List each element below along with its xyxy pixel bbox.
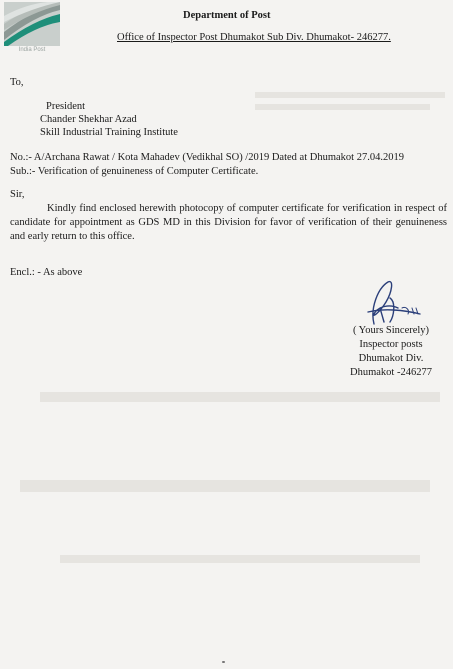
closing-yours-sincerely: ( Yours Sincerely) — [352, 325, 430, 336]
salutation-to: To, — [10, 77, 24, 88]
addressee-institute: Skill Industrial Training Institute — [40, 127, 178, 138]
letter-body: Kindly find enclosed herewith photocopy of computer certificate for verification in respect of candidate for appointment as GDS MD in this Division for favor of verification of their genuineness and early return to this office. — [10, 203, 447, 242]
department-heading: Department of Post — [183, 10, 271, 21]
closing-pincode: Dhumakot -246277 — [350, 367, 432, 378]
show-through-line — [20, 480, 430, 492]
show-through-line — [40, 392, 440, 402]
subject-line: Sub.:- Verification of genuineness of Computer Certificate. — [10, 166, 259, 177]
greeting: Sir, — [10, 189, 25, 200]
closing-designation: Inspector posts — [359, 339, 423, 350]
reference-number: No.:- A/Archana Rawat / Kota Mahadev (Vedikhal SO) /2019 Dated at Dhumakot 27.04.2019 — [10, 152, 404, 163]
office-heading: Office of Inspector Post Dhumakot Sub Div. Dhumakot- 246277. — [117, 32, 391, 43]
india-post-logo — [4, 2, 60, 46]
show-through-line — [60, 555, 420, 563]
scan-speck — [222, 661, 225, 663]
addressee-title: President — [46, 101, 86, 112]
signature — [344, 278, 424, 328]
closing-block — [341, 324, 441, 380]
logo-caption: India Post — [18, 47, 46, 53]
addressee-name: Chander Shekhar Azad — [40, 114, 137, 125]
show-through-line — [255, 92, 445, 98]
show-through-line — [255, 104, 430, 110]
closing-division: Dhumakot Div. — [358, 353, 424, 364]
enclosure-line: Encl.: - As above — [10, 267, 83, 278]
